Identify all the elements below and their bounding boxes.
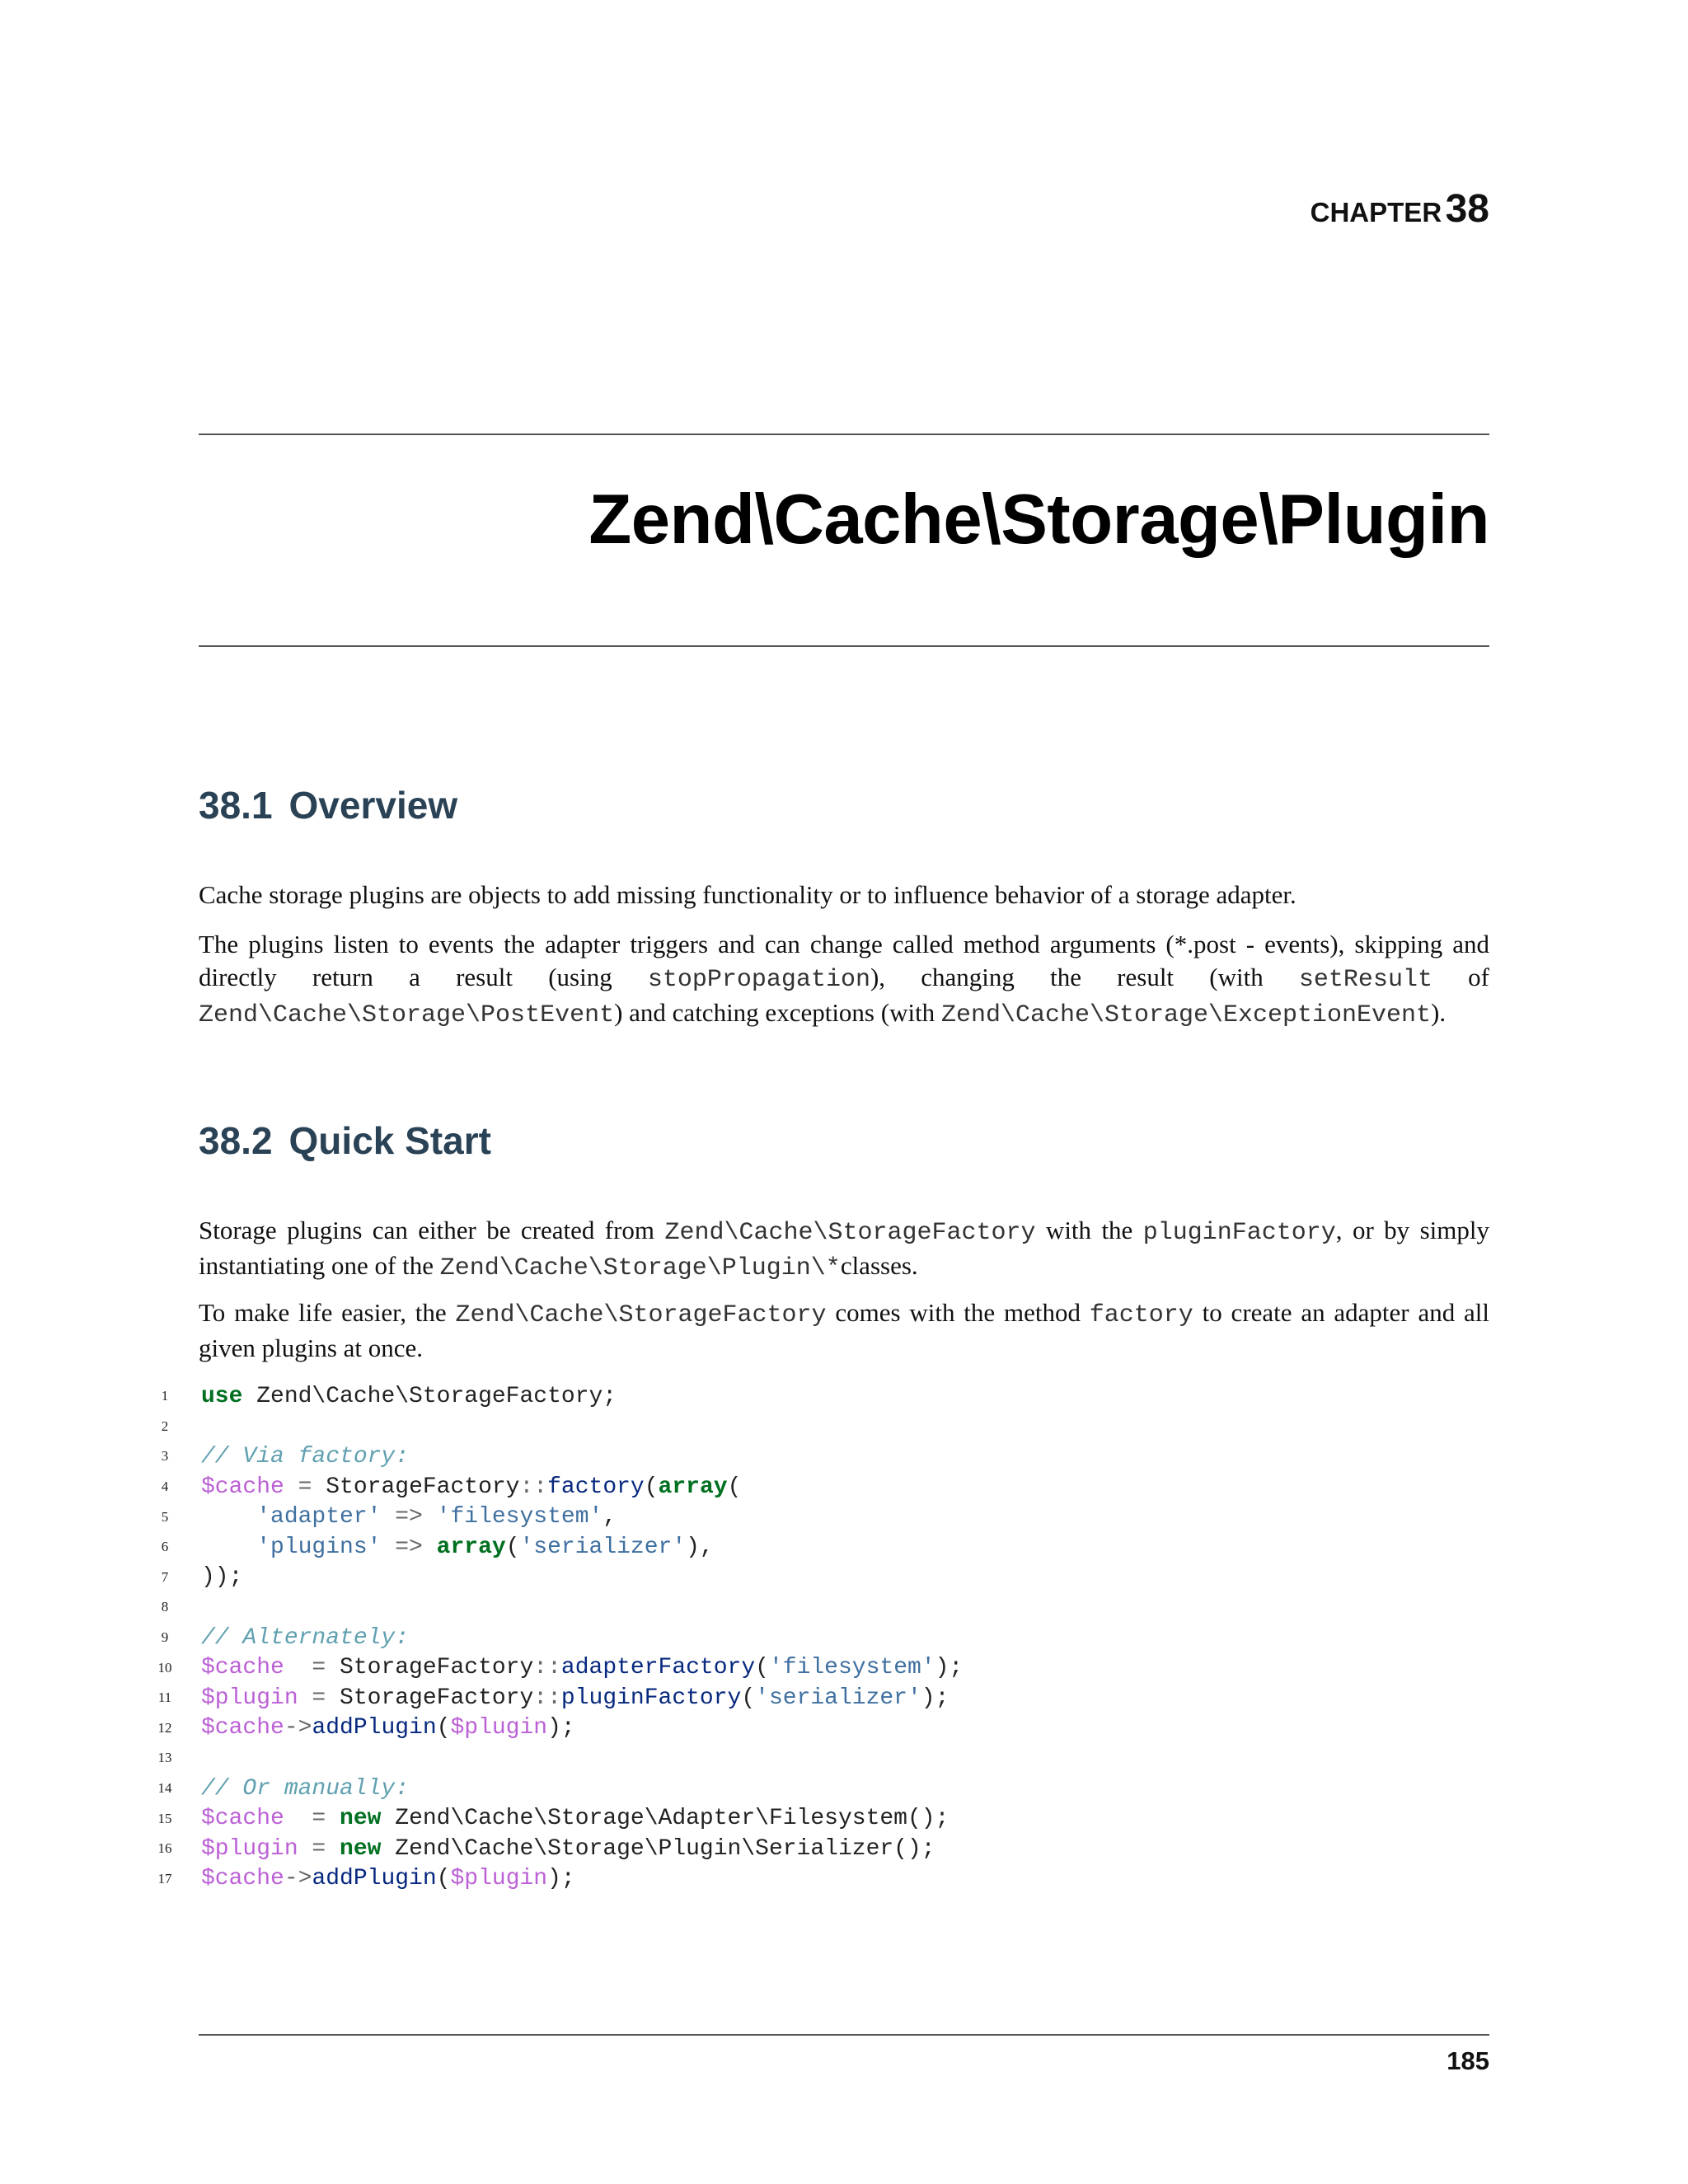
line-number: 17 [157,1870,172,1886]
text-run: ) and catching exceptions (with [614,998,941,1027]
code-line [157,1864,963,1895]
code-line [157,1381,963,1412]
class-name: StorageFactory [340,1685,534,1711]
code-line [157,1834,963,1864]
code-line [157,1412,963,1442]
inline-code: stopPropagation [647,966,870,994]
punctuation: )); [201,1564,243,1591]
line-number: 10 [157,1659,172,1675]
keyword: array [436,1534,506,1560]
line-number-box [157,1840,201,1857]
page-number: 185 [1447,2046,1489,2075]
text-run: with the [1035,1216,1143,1244]
code-line [157,1441,963,1472]
line-number: 9 [161,1629,169,1646]
code-text [201,1444,409,1469]
section-title: Overview [288,784,458,827]
code-line [157,1743,963,1774]
punctuation: ( [741,1685,756,1711]
text-run: comes with the method [826,1298,1090,1327]
line-number: 13 [157,1750,172,1766]
inline-code: Zend\Cache\Storage\PostEvent [199,1001,615,1029]
code-line [157,1652,963,1683]
code-comment: // Or manually: [201,1775,410,1802]
punctuation: ( [644,1474,659,1500]
line-number: 2 [161,1418,169,1434]
punctuation: ); [921,1685,950,1711]
operator: = [284,1806,340,1832]
keyword: array [658,1474,728,1500]
text-run: classes. [840,1251,918,1280]
variable: $plugin [201,1835,298,1862]
code-comment: // Via factory: [201,1443,410,1469]
text-run: To make life easier, the [199,1298,456,1327]
line-number-box [157,1780,201,1797]
code-text [201,1655,963,1680]
line-number: 14 [157,1780,172,1797]
code-text [201,1685,949,1711]
line-number: 12 [157,1719,172,1736]
inline-code: pluginFactory [1142,1219,1336,1247]
operator: :: [519,1474,548,1500]
line-number-box [157,1811,201,1827]
page-title: Zend\Cache\Storage\Plugin [588,480,1489,559]
function-name: pluginFactory [560,1685,742,1711]
operator: -> [284,1715,312,1741]
keyword: use [201,1383,243,1409]
punctuation: ( [755,1655,769,1681]
line-number-box [157,1690,201,1706]
function-name: adapterFactory [560,1655,756,1681]
code-token: Zend\Cache\Storage\Plugin\Serializer(); [381,1835,935,1862]
line-number: 8 [161,1599,169,1615]
string: 'filesystem' [768,1655,935,1681]
line-number: 3 [161,1448,169,1465]
line-number-box [157,1539,201,1555]
section-title: Quick Start [288,1119,491,1162]
line-number: 4 [161,1479,169,1495]
variable: $plugin [201,1685,298,1711]
code-line [157,1803,963,1834]
overview-paragraph-1: Cache storage plugins are objects to add missing functionality or to influence behavior of a storage adapter. [199,880,1296,909]
line-number-box [157,1509,201,1526]
code-text [201,1715,575,1741]
code-listing [157,1381,963,1894]
line-number: 6 [161,1539,169,1555]
text-run: ). [1431,998,1447,1027]
operator: => [381,1534,437,1560]
line-number-box [157,1720,201,1736]
variable: $cache [201,1715,284,1741]
chapter-word: CHAPTER [1310,197,1442,227]
line-number-box [157,1418,201,1435]
code-text [201,1806,949,1831]
indent [201,1535,256,1560]
variable: $cache [201,1655,284,1681]
line-number: 11 [157,1690,172,1706]
code-line [157,1774,963,1804]
variable: $plugin [450,1866,548,1892]
line-number-box [157,1629,201,1646]
punctuation: ( [727,1474,742,1500]
operator: = [298,1685,340,1711]
text-run: to create an adapter and all given plugins at once. [199,1298,1490,1362]
inline-code: Zend\Cache\Storage\ExceptionEvent [940,1001,1432,1029]
operator: :: [533,1685,561,1711]
code-line [157,1623,963,1653]
text-run: , or by simply instantiating one of the [199,1216,1489,1280]
code-text [201,1836,935,1862]
code-text [201,1474,741,1500]
line-number: 7 [161,1568,169,1585]
variable: $cache [201,1806,284,1832]
punctuation: ); [547,1866,575,1892]
inline-code: Zend\Cache\Storage\Plugin\* [439,1254,841,1282]
section-heading-quick-start [199,1118,491,1163]
text-run: Storage plugins can either be created from [199,1216,665,1244]
text-run: ), changing the result (with [870,963,1299,991]
line-number: 16 [157,1840,172,1857]
indent [201,1504,256,1530]
code-token: Zend\Cache\StorageFactory; [242,1383,617,1409]
chapter-number: 38 [1445,187,1489,231]
code-comment: // Alternately: [201,1624,410,1651]
code-line [157,1502,963,1532]
line-number: 1 [161,1388,169,1404]
code-line [157,1683,963,1713]
code-text [201,1866,575,1891]
line-number-box [157,1479,201,1495]
line-number-box [157,1750,201,1766]
title-bottom-rule [199,645,1489,647]
operator: = [284,1655,340,1681]
section-number: 38.2 [199,1119,273,1162]
operator: = [298,1835,340,1862]
function-name: factory [547,1474,645,1500]
overview-paragraph-2 [199,928,1489,1032]
chapter-label [1310,187,1489,231]
text-run: The plugins listen to events the adapter triggers and can change called method arguments (*.post - events), skipping and directly return a result (using [199,930,1489,991]
code-token: Zend\Cache\Storage\Adapter\Filesystem(); [381,1806,950,1832]
punctuation: ( [436,1715,451,1741]
string: 'adapter' [256,1504,382,1530]
operator: = [284,1474,326,1500]
class-name: StorageFactory [326,1474,520,1500]
code-line [157,1563,963,1593]
keyword: new [340,1806,382,1832]
section-number: 38.1 [199,784,273,827]
title-top-rule [199,434,1489,435]
quickstart-paragraph-1 [199,1214,1489,1285]
variable: $cache [201,1866,284,1892]
line-number-box [157,1388,201,1404]
string: 'serializer' [755,1685,921,1711]
code-line [157,1713,963,1744]
code-line [157,1592,963,1623]
string: 'filesystem' [436,1504,603,1530]
code-text [201,1384,617,1409]
line-number-box [157,1660,201,1676]
punctuation: ( [505,1534,520,1560]
inline-code: Zend\Cache\StorageFactory [664,1219,1036,1247]
section-heading-overview [199,783,457,827]
keyword: new [340,1835,382,1862]
punctuation: ); [935,1655,964,1681]
punctuation: ); [547,1715,575,1741]
line-number: 5 [161,1508,169,1525]
inline-code: setResult [1298,966,1432,994]
code-line [157,1532,963,1563]
string: 'serializer' [519,1534,687,1560]
line-number-box [157,1871,201,1887]
function-name: addPlugin [312,1715,437,1741]
operator: => [381,1504,437,1530]
quickstart-paragraph-2 [199,1296,1489,1365]
code-text [201,1504,617,1530]
code-line [157,1472,963,1502]
punctuation: ( [436,1866,451,1892]
punctuation: , [603,1504,617,1530]
variable: $cache [201,1474,284,1500]
code-text [201,1625,409,1651]
variable: $plugin [450,1715,548,1741]
punctuation: ), [686,1534,714,1560]
function-name: addPlugin [312,1866,437,1892]
inline-code: factory [1089,1301,1193,1329]
line-number: 15 [157,1810,172,1826]
operator: :: [533,1655,561,1681]
class-name: StorageFactory [340,1655,534,1681]
inline-code: Zend\Cache\StorageFactory [455,1301,827,1329]
line-number-box [157,1599,201,1615]
operator: -> [284,1866,312,1892]
code-text [201,1535,714,1560]
code-text [201,1776,409,1802]
footer-rule [199,2034,1489,2036]
line-number-box [157,1569,201,1586]
text-run: of [1432,963,1489,991]
code-text [201,1564,242,1590]
string: 'plugins' [256,1534,382,1560]
line-number-box [157,1448,201,1465]
